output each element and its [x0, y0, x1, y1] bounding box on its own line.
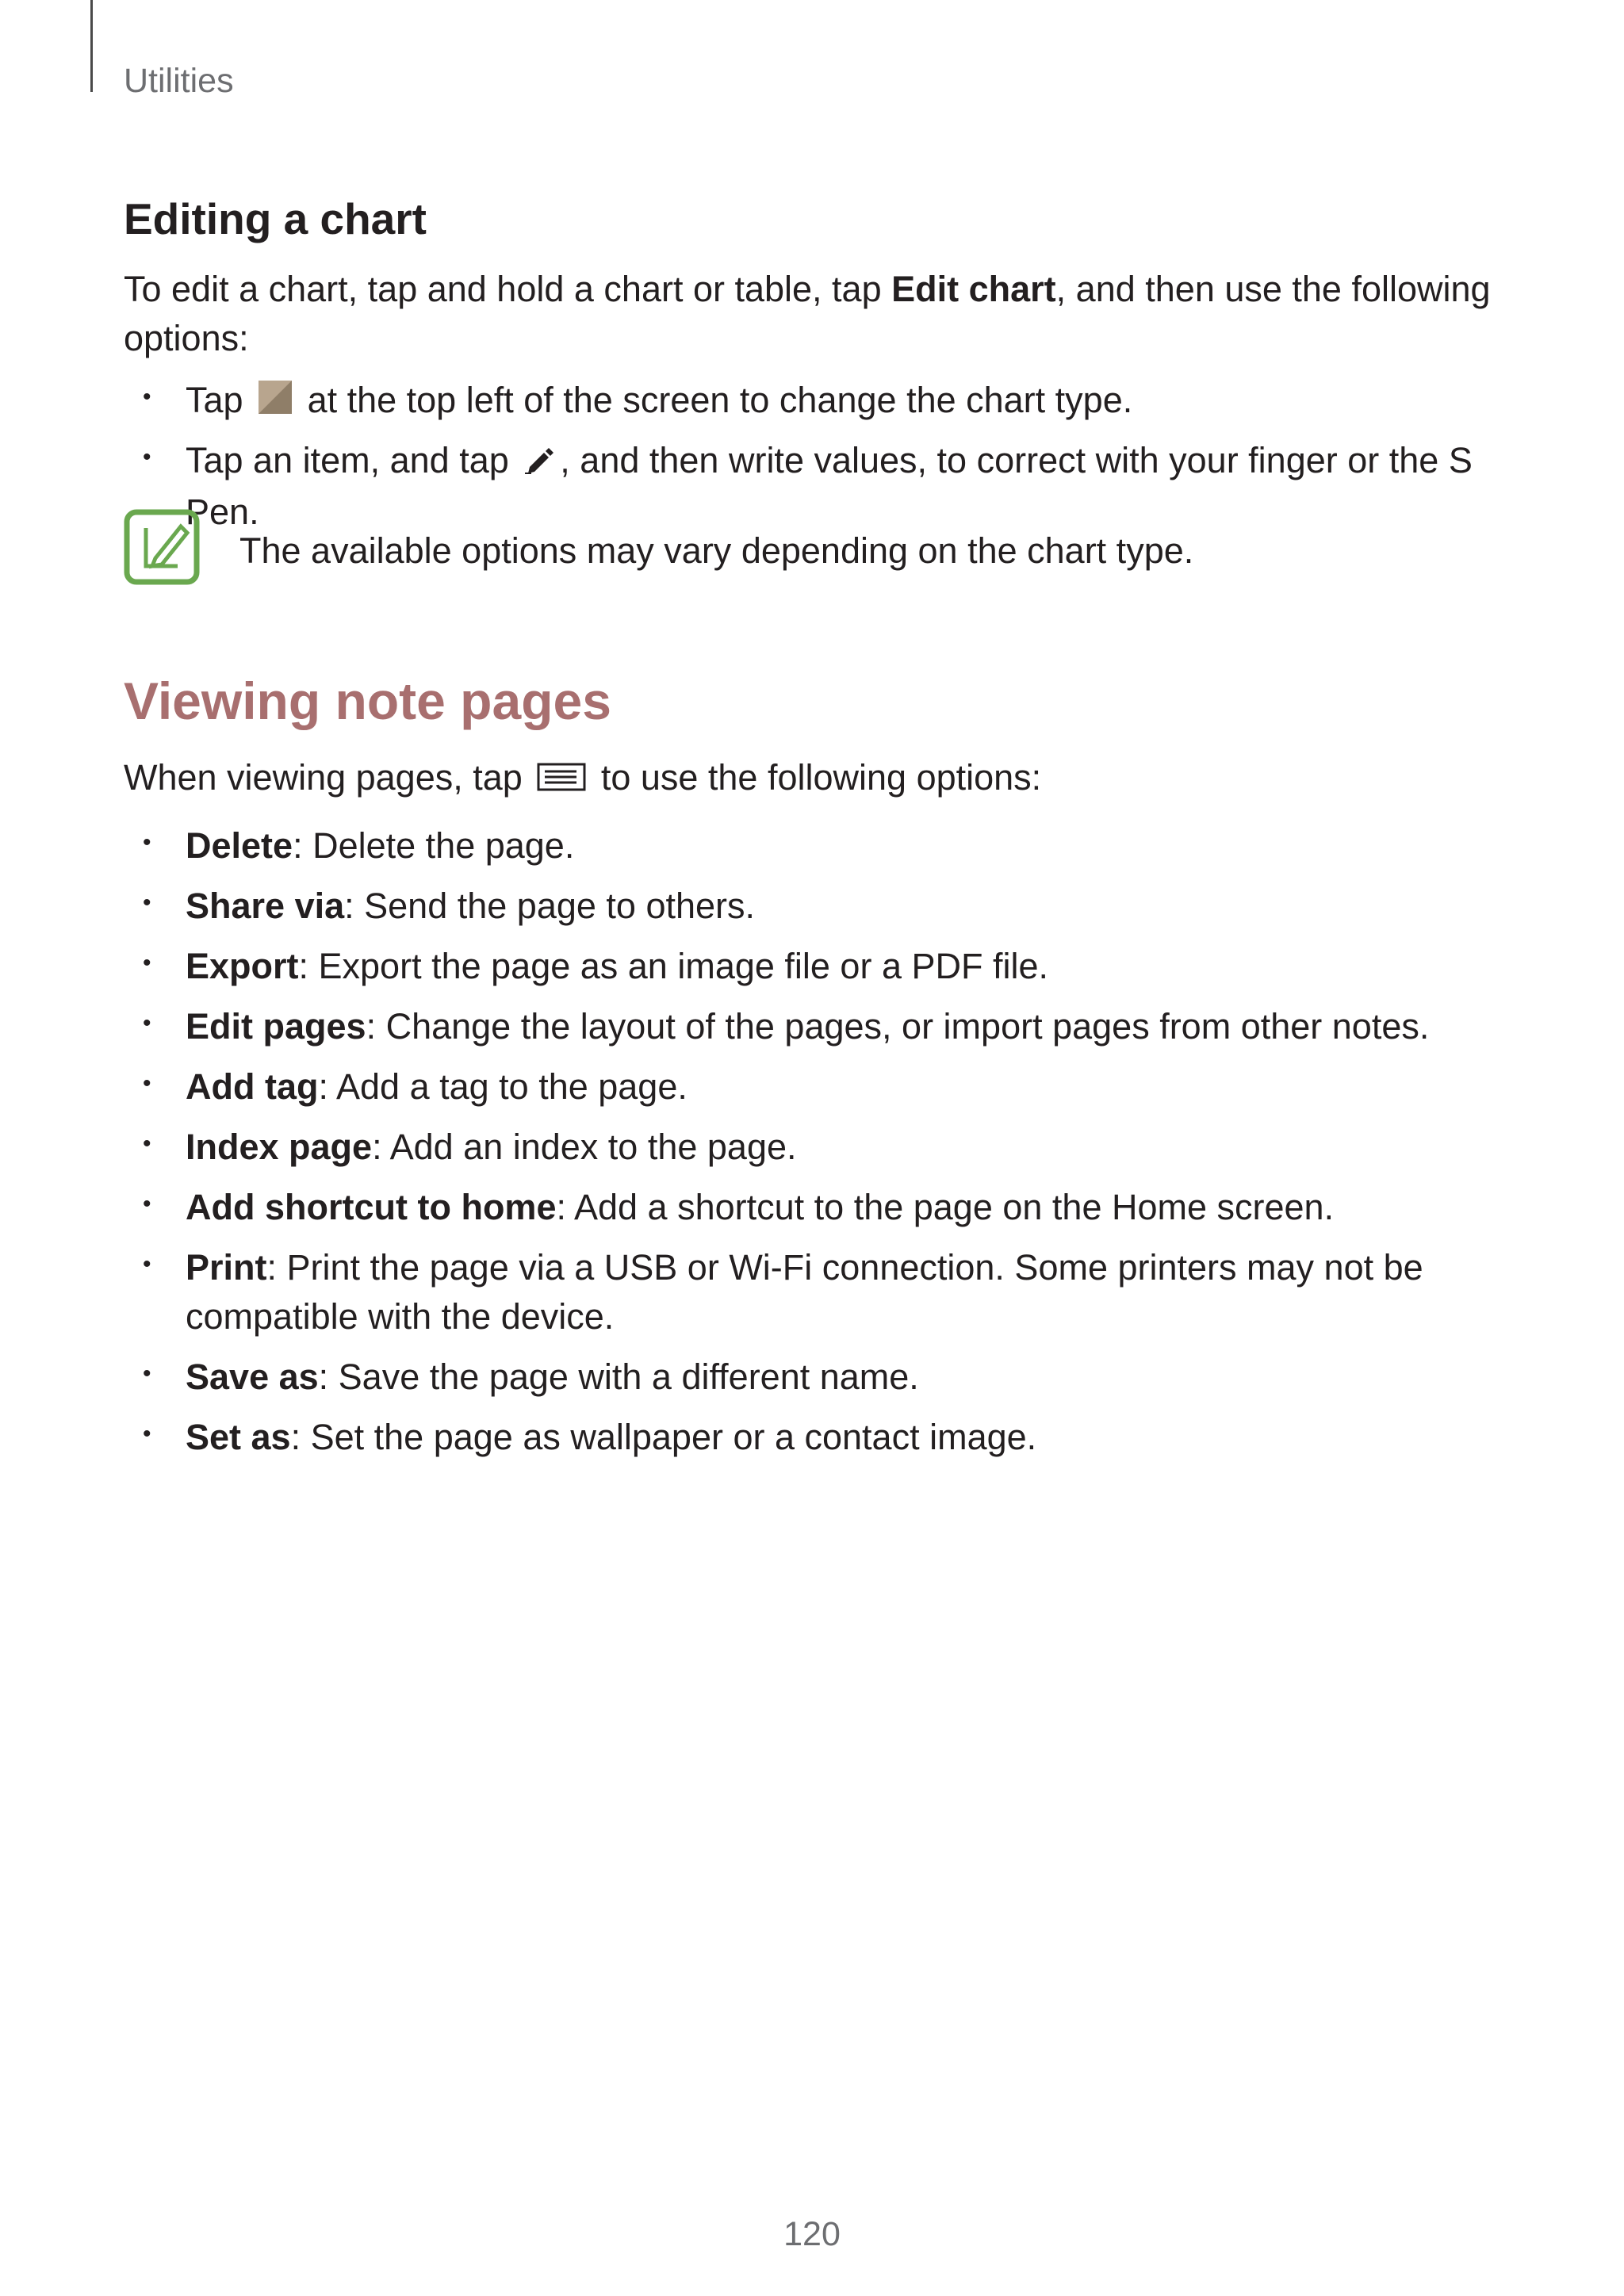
chart-type-icon	[258, 378, 293, 427]
editing-chart-intro: To edit a chart, tap and hold a chart or table, tap Edit chart, and then use the following options:	[124, 269, 1491, 358]
option-add-shortcut: Add shortcut to home: Add a shortcut to the page on the Home screen.	[186, 1187, 1335, 1227]
bullet-dot: •	[143, 1251, 151, 1277]
pen-bullet: Tap an item, and tap , and then write values, to correct with your finger or the S Pen.	[186, 440, 1473, 533]
option-share-via: Share via: Send the page to others.	[186, 886, 756, 926]
bullet-dot: •	[143, 1070, 151, 1096]
option-save-as: Save as: Save the page with a different name.	[186, 1357, 919, 1397]
bullet-dot: •	[143, 950, 151, 976]
bullet-dot: •	[143, 1131, 151, 1157]
option-add-tag: Add tag: Add a tag to the page.	[186, 1066, 688, 1107]
section-label: Utilities	[124, 62, 234, 100]
option-delete: Delete: Delete the page.	[186, 825, 575, 866]
bullet-dot: •	[143, 890, 151, 916]
viewing-pages-heading: Viewing note pages	[124, 672, 611, 730]
editing-chart-heading: Editing a chart	[124, 194, 427, 243]
bullet-dot: •	[143, 444, 151, 470]
chart-type-bullet: Tap at the top left of the screen to change the chart type.	[186, 376, 1502, 427]
bullet-dot: •	[143, 829, 151, 855]
header-rule	[90, 0, 93, 92]
bullet-dot: •	[143, 1360, 151, 1387]
bullet-dot: •	[143, 1010, 151, 1036]
bullet-dot: •	[143, 384, 151, 410]
bullet-dot: •	[143, 1191, 151, 1217]
note-text: The available options may vary depending on the chart type.	[239, 530, 1194, 571]
pen-icon	[523, 438, 555, 488]
option-export: Export: Export the page as an image file or a PDF file.	[186, 946, 1048, 986]
viewing-pages-intro: When viewing pages, tap to use the following options:	[124, 753, 1503, 805]
option-print: Print: Print the page via a USB or Wi-Fi connection. Some printers may not be compatible with the device.	[186, 1247, 1423, 1337]
option-set-as: Set as: Set the page as wallpaper or a contact image.	[186, 1417, 1037, 1457]
note-icon	[124, 509, 200, 585]
bullet-dot: •	[143, 1421, 151, 1447]
option-index-page: Index page: Add an index to the page.	[186, 1127, 797, 1167]
page-number: 120	[783, 2215, 841, 2253]
option-edit-pages: Edit pages: Change the layout of the pages, or import pages from other notes.	[186, 1006, 1430, 1047]
menu-icon	[537, 756, 586, 805]
